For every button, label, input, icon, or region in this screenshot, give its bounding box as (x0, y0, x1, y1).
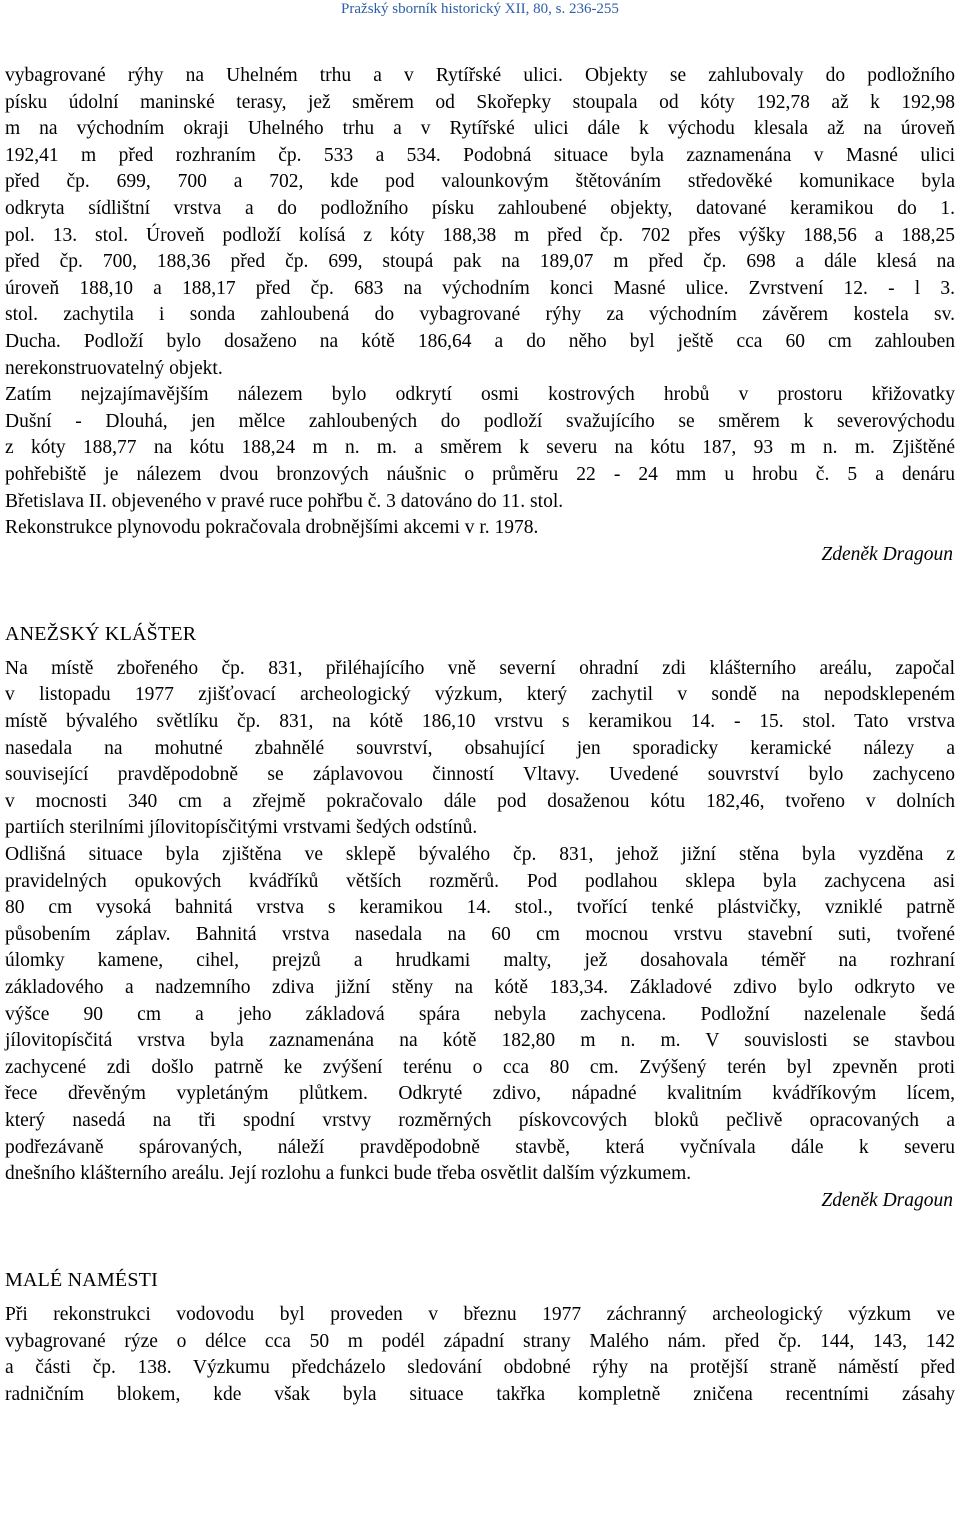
text-line: Zatím nejzajímavějším nálezem bylo odkrytí osmi kostrových hrobů v prostoru křižovatky (5, 384, 955, 406)
text-line: radničním blokem, kde však byla situace takřka kompletně zničena recentními zásahy (5, 1383, 955, 1405)
text-line: úroveň 188,10 a 188,17 před čp. 683 na východním konci Masné ulice. Zvrstvení 12. - l 3. (5, 277, 955, 299)
text-line: před čp. 699, 700 a 702, kde pod valounkovým štětováním středověké komunikace byla (5, 171, 955, 193)
heading-spacer (5, 648, 955, 656)
text-line: nasedala na mohutné zbahnělé souvrství, obsahující jen sporadicky keramické nálezy a (5, 737, 955, 759)
text-line: pravidelných opukových kvádříků větších rozměrů. Pod podlahou sklepa byla zachycena asi (5, 870, 955, 892)
text-line: 192,41 m před rozhraním čp. 533 a 534. Podobná situace byla zaznamenána v Masné ulici (5, 144, 955, 166)
body-text (5, 63, 955, 1408)
text-line: Odlišná situace byla zjištěna ve sklepě bývalého čp. 831, jehož jižní stěna byla vyzděna z (5, 844, 955, 866)
section-anezsky-klaster (5, 621, 955, 1214)
text-line: v mocnosti 340 cm a zřejmě pokračovalo dále pod dosaženou kótu 182,46, tvořeno v dolních (5, 790, 955, 812)
text-line: výšce 90 cm a jeho základová spára nebyla zachycena. Podložní nazelenale šedá (5, 1003, 955, 1025)
text-line: základového a nadzemního zdiva jižní stěny na kótě 183,34. Základové zdivo bylo odkryto ve (5, 977, 955, 998)
author-signature: Zdeněk Dragoun (821, 1189, 953, 1211)
text-line: z kóty 188,77 na kótu 188,24 m n. m. a směrem k severu na kótu 187, 93 m n. m. Zjištěné (5, 437, 955, 459)
text-line: vybagrované rýhy na Uhelném trhu a v Rytířské ulici. Objekty se zahlubovaly do podložního (5, 65, 955, 86)
text-line: Na místě zbořeného čp. 831, přiléhajícího vně severní ohradní zdi klášterního areálu, započal (5, 657, 955, 679)
text-line: Ducha. Podloží bylo dosaženo na kótě 186,64 a do něho byl ještě cca 60 cm zahlouben (5, 330, 955, 352)
text-line: a části čp. 138. Výzkumu předcházelo sledování obdobné rýhy na protější straně náměstí před (5, 1357, 955, 1379)
text-line: pohřebiště je nálezem dvou bronzových náušnic o průměru 22 - 24 mm u hrobu č. 5 a denáru (5, 463, 955, 485)
text-line: úlomky kamene, cihel, prejzů a hrudkami malty, jež dosahovala téměř na rozhraní (5, 950, 955, 972)
text-line: Rekonstrukce plynovodu pokračovala drobnějšími akcemi v r. 1978. (5, 517, 539, 539)
text-line: vybagrované rýze o délce cca 50 m podél západní strany Malého nám. před čp. 144, 143, 142 (5, 1330, 955, 1352)
text-line: který nasedá na tři spodní vrstvy rozměrných pískovcových bloků pečlivě opracovaných a (5, 1109, 955, 1131)
section-male-namesti (5, 1267, 955, 1408)
text-line: místě bývalého světlíku čp. 831, na kótě 186,10 vrstvu s keramikou 14. - 15. stol. Tato vrstva (5, 711, 955, 733)
heading-spacer (5, 1294, 955, 1302)
section-heading: ANEŽSKÝ KLÁŠTER (5, 623, 197, 646)
text-line: písku údolní maninské terasy, jež směrem od Skořepky stoupala od kóty 192,78 až k 192,98 (5, 91, 955, 113)
text-line: Dušní - Dlouhá, jen mělce zahloubených do podloží svažujícího se směrem k severovýchodu (5, 410, 955, 432)
section-spacer (5, 1214, 955, 1267)
text-line: zachycené zdi došlo patrně ke zvýšení terénu o cca 80 cm. Zvýšený terén byl zpevněn proti (5, 1056, 955, 1078)
text-line: dnešního klášterního areálu. Její rozlohu a funkci bude třeba osvětlit dalším výzkumem. (5, 1163, 692, 1185)
text-line: Při rekonstrukci vodovodu byl proveden v březnu 1977 záchranný archeologický výzkum ve (5, 1303, 955, 1325)
text-line: podřezávaně spárovaných, náleží pravděpodobně stavbě, která vyčnívala dále k severu (5, 1136, 955, 1158)
text-line: odkryta sídlištní vrstva a do podložního písku zahloubené objekty, datované keramikou do 1. (5, 197, 955, 219)
author-signature: Zdeněk Dragoun (821, 543, 953, 565)
text-line: před čp. 700, 188,36 před čp. 699, stoupá pak na 189,07 m před čp. 698 a dále klesá na (5, 251, 955, 273)
text-line: související pravděpodobně se záplavovou činností Vltavy. Uvedené souvrství bylo zachyceno (5, 764, 955, 786)
section-intro (5, 63, 955, 568)
section-heading: MALÉ NAMÉSTI (5, 1269, 158, 1292)
running-header: Pražský sborník historický XII, 80, s. 236-255 (341, 1, 619, 17)
text-line: pol. 13. stol. Úroveň podloží kolísá z kóty 188,38 m před čp. 702 přes výšky 188,56 a 188,25 (5, 224, 955, 246)
text-line: Břetislava II. objeveného v pravé ruce pohřbu č. 3 datováno do 11. stol. (5, 490, 564, 512)
text-line: řece dřevěným vypletáným plůtkem. Odkryté zdivo, nápadné kvalitním kvádříkovým lícem, (5, 1083, 955, 1105)
text-line: působením záplav. Bahnitá vrstva nasedala na 60 cm mocnou vrstvu stavební suti, tvořené (5, 923, 955, 945)
text-line: stol. zachytila i sonda zahloubená do vybagrované rýhy za východním závěrem kostela sv. (5, 304, 955, 326)
text-line: v listopadu 1977 zjišťovací archeologický výzkum, který zachytil v sondě na nepodsklepeném (5, 684, 955, 706)
text-line: partiích sterilními jílovitopísčitými vrstvami šedých odstínů. (5, 817, 478, 839)
text-line: 80 cm vysoká bahnitá vrstva s keramikou 14. stol., tvořící tenké plástvičky, vzniklé patrně (5, 897, 955, 919)
text-line: jílovitopísčitá vrstva byla zaznamenána na kótě 182,80 m n. m. V souvislosti se stavbou (5, 1030, 955, 1052)
text-line: m na východním okraji Uhelného trhu a v Rytířské ulici dále k východu klesala až na úroveň (5, 118, 955, 140)
text-line: nerekonstruovatelný objekt. (5, 357, 223, 379)
section-spacer (5, 568, 955, 621)
